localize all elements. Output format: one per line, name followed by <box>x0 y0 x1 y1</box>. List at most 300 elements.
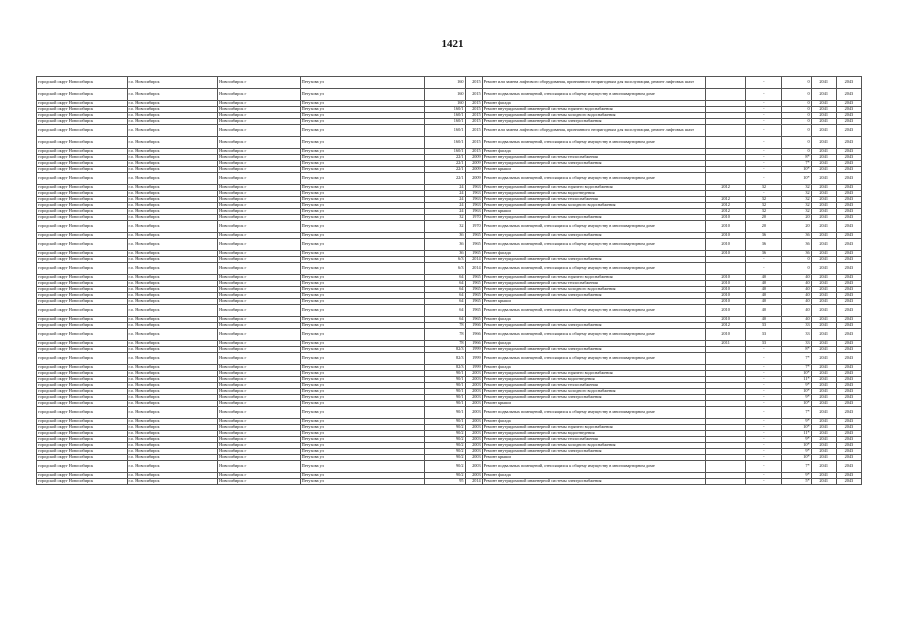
plan-start-cell: 2041 <box>811 419 836 425</box>
table-row <box>37 77 862 89</box>
plan-end-cell: 2043 <box>836 77 861 89</box>
district-cell: г.о. Новосибирск <box>127 185 218 191</box>
street-cell: Петухова ул <box>300 347 425 353</box>
plan-end-cell: 2043 <box>836 119 861 125</box>
city-cell: Новосибирск г <box>218 281 301 287</box>
years-since-repair-cell: 40 <box>746 299 782 305</box>
municipality-cell: городской округ Новосибирск <box>37 221 128 233</box>
house-number-cell: 78 <box>425 341 465 347</box>
plan-start-cell: 2041 <box>811 119 836 125</box>
street-cell: Петухова ул <box>300 101 425 107</box>
wear-cell: 20 <box>782 215 811 221</box>
wear-cell: 9* <box>782 449 811 455</box>
street-cell: Петухова ул <box>300 197 425 203</box>
street-cell: Петухова ул <box>300 119 425 125</box>
district-cell: г.о. Новосибирск <box>127 431 218 437</box>
district-cell: г.о. Новосибирск <box>127 293 218 299</box>
last-repair-year-cell <box>706 173 746 185</box>
year-built-cell: 1970 <box>465 215 482 221</box>
municipality-cell: городской округ Новосибирск <box>37 281 128 287</box>
wear-cell: 10* <box>782 389 811 395</box>
year-built-cell: 1965 <box>465 233 482 239</box>
street-cell: Петухова ул <box>300 113 425 119</box>
plan-end-cell: 2043 <box>836 251 861 257</box>
plan-start-cell: 2041 <box>811 353 836 365</box>
years-since-repair-cell: - <box>746 119 782 125</box>
plan-start-cell: 2041 <box>811 77 836 89</box>
work-type-cell: Ремонт внутридомовой инженерной системы электроснабжения <box>482 119 705 125</box>
work-type-cell: Ремонт внутридомовой инженерной системы электроснабжения <box>482 449 705 455</box>
district-cell: г.о. Новосибирск <box>127 149 218 155</box>
wear-cell: 7* <box>782 461 811 473</box>
city-cell: Новосибирск г <box>218 119 301 125</box>
years-since-repair-cell: - <box>746 137 782 149</box>
city-cell: Новосибирск г <box>218 299 301 305</box>
wear-cell: 33 <box>782 329 811 341</box>
house-number-cell: 90/1 <box>425 395 465 401</box>
house-number-cell: 160/1 <box>425 107 465 113</box>
district-cell: г.о. Новосибирск <box>127 155 218 161</box>
plan-start-cell: 2041 <box>811 167 836 173</box>
work-type-cell: Ремонт или замена лифтового оборудования, признанного непригодным для эксплуатации, ремонт лифтовых шахт <box>482 77 705 89</box>
plan-start-cell: 2041 <box>811 155 836 161</box>
municipality-cell: городской округ Новосибирск <box>37 365 128 371</box>
work-type-cell: Ремонт подвальных помещений, относящихся к общему имуществу в многоквартирном доме <box>482 407 705 419</box>
street-cell: Петухова ул <box>300 383 425 389</box>
plan-start-cell: 2041 <box>811 257 836 263</box>
plan-end-cell: 2043 <box>836 167 861 173</box>
street-cell: Петухова ул <box>300 455 425 461</box>
years-since-repair-cell: - <box>746 443 782 449</box>
city-cell: Новосибирск г <box>218 425 301 431</box>
city-cell: Новосибирск г <box>218 323 301 329</box>
district-cell: г.о. Новосибирск <box>127 167 218 173</box>
plan-end-cell: 2043 <box>836 89 861 101</box>
wear-cell: 0 <box>782 137 811 149</box>
year-built-cell: 1999 <box>465 365 482 371</box>
wear-cell: 36 <box>782 233 811 239</box>
work-type-cell: Ремонт внутридомовой инженерной системы электроснабжения <box>482 323 705 329</box>
house-number-cell: 24 <box>425 203 465 209</box>
city-cell: Новосибирск г <box>218 275 301 281</box>
years-since-repair-cell: 40 <box>746 287 782 293</box>
municipality-cell: городской округ Новосибирск <box>37 77 128 89</box>
year-built-cell: 1965 <box>465 299 482 305</box>
city-cell: Новосибирск г <box>218 461 301 473</box>
plan-end-cell: 2043 <box>836 107 861 113</box>
year-built-cell: 2003 <box>465 425 482 431</box>
wear-cell: 9* <box>782 437 811 443</box>
house-number-cell: 90/1 <box>425 419 465 425</box>
district-cell: г.о. Новосибирск <box>127 341 218 347</box>
municipality-cell: городской округ Новосибирск <box>37 371 128 377</box>
years-since-repair-cell: - <box>746 407 782 419</box>
district-cell: г.о. Новосибирск <box>127 239 218 251</box>
house-number-cell: 90/2 <box>425 437 465 443</box>
plan-start-cell: 2041 <box>811 401 836 407</box>
last-repair-year-cell: 2012 <box>706 185 746 191</box>
street-cell: Петухова ул <box>300 275 425 281</box>
city-cell: Новосибирск г <box>218 347 301 353</box>
street-cell: Петухова ул <box>300 431 425 437</box>
municipality-cell: городской округ Новосибирск <box>37 239 128 251</box>
city-cell: Новосибирск г <box>218 203 301 209</box>
plan-end-cell: 2043 <box>836 233 861 239</box>
district-cell: г.о. Новосибирск <box>127 101 218 107</box>
street-cell: Петухова ул <box>300 443 425 449</box>
district-cell: г.о. Новосибирск <box>127 455 218 461</box>
house-number-cell: 64 <box>425 287 465 293</box>
years-since-repair-cell: - <box>746 149 782 155</box>
house-number-cell: 160/1 <box>425 149 465 155</box>
work-type-cell: Ремонт внутридомовой инженерной системы холодного водоснабжения <box>482 203 705 209</box>
work-type-cell: Ремонт подвальных помещений, относящихся к общему имуществу в многоквартирном доме <box>482 221 705 233</box>
plan-end-cell: 2043 <box>836 275 861 281</box>
municipality-cell: городской округ Новосибирск <box>37 455 128 461</box>
wear-cell: 32 <box>782 191 811 197</box>
years-since-repair-cell: 40 <box>746 305 782 317</box>
district-cell: г.о. Новосибирск <box>127 461 218 473</box>
plan-start-cell: 2041 <box>811 113 836 119</box>
year-built-cell: 1963 <box>465 203 482 209</box>
work-type-cell: Ремонт внутридомовой инженерной системы холодного водоснабжения <box>482 389 705 395</box>
plan-start-cell: 2041 <box>811 89 836 101</box>
year-built-cell: 2015 <box>465 113 482 119</box>
year-built-cell: 2009 <box>465 167 482 173</box>
years-since-repair-cell: - <box>746 371 782 377</box>
table-row <box>37 353 862 365</box>
year-built-cell: 2003 <box>465 473 482 479</box>
last-repair-year-cell: 2012 <box>706 323 746 329</box>
municipality-cell: городской округ Новосибирск <box>37 407 128 419</box>
municipality-cell: городской округ Новосибирск <box>37 389 128 395</box>
work-type-cell: Ремонт крыши <box>482 209 705 215</box>
work-type-cell: Ремонт подвальных помещений, относящихся к общему имуществу в многоквартирном доме <box>482 137 705 149</box>
last-repair-year-cell: 2010 <box>706 281 746 287</box>
municipality-cell: городской округ Новосибирск <box>37 161 128 167</box>
municipality-cell: городской округ Новосибирск <box>37 287 128 293</box>
street-cell: Петухова ул <box>300 407 425 419</box>
municipality-cell: городской округ Новосибирск <box>37 305 128 317</box>
plan-start-cell: 2041 <box>811 161 836 167</box>
plan-start-cell: 2041 <box>811 431 836 437</box>
plan-start-cell: 2041 <box>811 101 836 107</box>
work-type-cell: Ремонт фасада <box>482 251 705 257</box>
work-type-cell: Ремонт внутридомовой инженерной системы горячего водоснабжения <box>482 425 705 431</box>
house-number-cell: 36 <box>425 239 465 251</box>
district-cell: г.о. Новосибирск <box>127 161 218 167</box>
city-cell: Новосибирск г <box>218 329 301 341</box>
plan-start-cell: 2041 <box>811 317 836 323</box>
work-type-cell: Ремонт внутридомовой инженерной системы холодного водоснабжения <box>482 287 705 293</box>
city-cell: Новосибирск г <box>218 155 301 161</box>
house-number-cell: 36 <box>425 233 465 239</box>
street-cell: Петухова ул <box>300 155 425 161</box>
years-since-repair-cell: - <box>746 365 782 371</box>
plan-start-cell: 2041 <box>811 383 836 389</box>
year-built-cell: 2003 <box>465 455 482 461</box>
house-number-cell: 64 <box>425 281 465 287</box>
years-since-repair-cell: - <box>746 263 782 275</box>
city-cell: Новосибирск г <box>218 449 301 455</box>
plan-end-cell: 2043 <box>836 287 861 293</box>
years-since-repair-cell: - <box>746 389 782 395</box>
plan-end-cell: 2043 <box>836 455 861 461</box>
municipality-cell: городской округ Новосибирск <box>37 263 128 275</box>
work-type-cell: Ремонт подвальных помещений, относящихся к общему имуществу в многоквартирном доме <box>482 89 705 101</box>
city-cell: Новосибирск г <box>218 251 301 257</box>
plan-start-cell: 2041 <box>811 239 836 251</box>
years-since-repair-cell: - <box>746 425 782 431</box>
city-cell: Новосибирск г <box>218 197 301 203</box>
city-cell: Новосибирск г <box>218 389 301 395</box>
street-cell: Петухова ул <box>300 419 425 425</box>
work-type-cell: Ремонт внутридомовой инженерной системы водоотведения <box>482 191 705 197</box>
house-number-cell: 90/1 <box>425 371 465 377</box>
year-built-cell: 2009 <box>465 155 482 161</box>
district-cell: г.о. Новосибирск <box>127 329 218 341</box>
last-repair-year-cell: 2010 <box>706 251 746 257</box>
years-since-repair-cell: - <box>746 107 782 113</box>
district-cell: г.о. Новосибирск <box>127 371 218 377</box>
wear-cell: 10* <box>782 167 811 173</box>
plan-start-cell: 2041 <box>811 149 836 155</box>
plan-end-cell: 2043 <box>836 299 861 305</box>
city-cell: Новосибирск г <box>218 317 301 323</box>
year-built-cell: 2003 <box>465 389 482 395</box>
street-cell: Петухова ул <box>300 287 425 293</box>
table-row <box>37 173 862 185</box>
year-built-cell: 1966 <box>465 329 482 341</box>
last-repair-year-cell: 2012 <box>706 209 746 215</box>
city-cell: Новосибирск г <box>218 173 301 185</box>
house-number-cell: 82/3 <box>425 353 465 365</box>
wear-cell: 10* <box>782 455 811 461</box>
house-number-cell: 24 <box>425 185 465 191</box>
wear-cell: 7* <box>782 353 811 365</box>
city-cell: Новосибирск г <box>218 401 301 407</box>
municipality-cell: городской округ Новосибирск <box>37 473 128 479</box>
work-type-cell: Ремонт крыши <box>482 299 705 305</box>
plan-end-cell: 2043 <box>836 461 861 473</box>
plan-start-cell: 2041 <box>811 173 836 185</box>
municipality-cell: городской округ Новосибирск <box>37 275 128 281</box>
plan-end-cell: 2043 <box>836 293 861 299</box>
house-number-cell: 90/2 <box>425 461 465 473</box>
wear-cell: 0 <box>782 119 811 125</box>
city-cell: Новосибирск г <box>218 419 301 425</box>
house-number-cell: 82/3 <box>425 365 465 371</box>
years-since-repair-cell: - <box>746 347 782 353</box>
years-since-repair-cell: 40 <box>746 317 782 323</box>
plan-end-cell: 2043 <box>836 197 861 203</box>
work-type-cell: Ремонт подвальных помещений, относящихся к общему имуществу в многоквартирном доме <box>482 305 705 317</box>
city-cell: Новосибирск г <box>218 443 301 449</box>
city-cell: Новосибирск г <box>218 365 301 371</box>
district-cell: г.о. Новосибирск <box>127 89 218 101</box>
city-cell: Новосибирск г <box>218 89 301 101</box>
city-cell: Новосибирск г <box>218 137 301 149</box>
street-cell: Петухова ул <box>300 209 425 215</box>
district-cell: г.о. Новосибирск <box>127 113 218 119</box>
work-type-cell: Ремонт внутридомовой инженерной системы электроснабжения <box>482 215 705 221</box>
wear-cell: 11* <box>782 431 811 437</box>
year-built-cell: 2015 <box>465 149 482 155</box>
street-cell: Петухова ул <box>300 461 425 473</box>
district-cell: г.о. Новосибирск <box>127 479 218 485</box>
street-cell: Петухова ул <box>300 323 425 329</box>
plan-start-cell: 2041 <box>811 437 836 443</box>
municipality-cell: городской округ Новосибирск <box>37 341 128 347</box>
plan-end-cell: 2043 <box>836 377 861 383</box>
plan-end-cell: 2043 <box>836 113 861 119</box>
wear-cell: 9* <box>782 473 811 479</box>
year-built-cell: 1963 <box>465 191 482 197</box>
house-number-cell: 22/1 <box>425 155 465 161</box>
years-since-repair-cell: - <box>746 431 782 437</box>
city-cell: Новосибирск г <box>218 263 301 275</box>
street-cell: Петухова ул <box>300 251 425 257</box>
district-cell: г.о. Новосибирск <box>127 215 218 221</box>
last-repair-year-cell: 2011 <box>706 341 746 347</box>
street-cell: Петухова ул <box>300 437 425 443</box>
year-built-cell: 2009 <box>465 161 482 167</box>
work-type-cell: Ремонт фасада <box>482 317 705 323</box>
street-cell: Петухова ул <box>300 173 425 185</box>
city-cell: Новосибирск г <box>218 371 301 377</box>
district-cell: г.о. Новосибирск <box>127 107 218 113</box>
street-cell: Петухова ул <box>300 479 425 485</box>
street-cell: Петухова ул <box>300 365 425 371</box>
year-built-cell: 2015 <box>465 137 482 149</box>
district-cell: г.о. Новосибирск <box>127 473 218 479</box>
last-repair-year-cell: 2012 <box>706 203 746 209</box>
plan-end-cell: 2043 <box>836 395 861 401</box>
street-cell: Петухова ул <box>300 329 425 341</box>
city-cell: Новосибирск г <box>218 437 301 443</box>
years-since-repair-cell: 40 <box>746 275 782 281</box>
house-number-cell: 90/2 <box>425 473 465 479</box>
wear-cell: 20 <box>782 221 811 233</box>
municipality-cell: городской округ Новосибирск <box>37 203 128 209</box>
wear-cell: 32 <box>782 209 811 215</box>
plan-start-cell: 2041 <box>811 389 836 395</box>
house-number-cell: 64 <box>425 293 465 299</box>
work-type-cell: Ремонт внутридомовой инженерной системы теплоснабжения <box>482 281 705 287</box>
year-built-cell: 1966 <box>465 341 482 347</box>
wear-cell: 9* <box>782 419 811 425</box>
year-built-cell: 1965 <box>465 293 482 299</box>
last-repair-year-cell: 2010 <box>706 287 746 293</box>
street-cell: Петухова ул <box>300 257 425 263</box>
plan-end-cell: 2043 <box>836 215 861 221</box>
plan-end-cell: 2043 <box>836 443 861 449</box>
city-cell: Новосибирск г <box>218 233 301 239</box>
table-row <box>37 461 862 473</box>
district-cell: г.о. Новосибирск <box>127 203 218 209</box>
wear-cell: 0 <box>782 257 811 263</box>
plan-end-cell: 2043 <box>836 317 861 323</box>
work-type-cell: Ремонт внутридомовой инженерной системы водоотведения <box>482 377 705 383</box>
year-built-cell: 2015 <box>465 119 482 125</box>
years-since-repair-cell: 40 <box>746 281 782 287</box>
house-number-cell: 160/1 <box>425 119 465 125</box>
wear-cell: 7* <box>782 365 811 371</box>
district-cell: г.о. Новосибирск <box>127 425 218 431</box>
district-cell: г.о. Новосибирск <box>127 365 218 371</box>
wear-cell: 0 <box>782 125 811 137</box>
year-built-cell: 2009 <box>465 173 482 185</box>
municipality-cell: городской округ Новосибирск <box>37 107 128 113</box>
plan-end-cell: 2043 <box>836 101 861 107</box>
plan-start-cell: 2041 <box>811 275 836 281</box>
work-type-cell: Ремонт фасада <box>482 419 705 425</box>
years-since-repair-cell: - <box>746 479 782 485</box>
house-number-cell: 32 <box>425 221 465 233</box>
district-cell: г.о. Новосибирск <box>127 449 218 455</box>
table-row <box>37 479 862 485</box>
plan-start-cell: 2041 <box>811 461 836 473</box>
house-number-cell: 22/1 <box>425 167 465 173</box>
city-cell: Новосибирск г <box>218 191 301 197</box>
house-number-cell: 90/2 <box>425 449 465 455</box>
years-since-repair-cell: - <box>746 257 782 263</box>
plan-start-cell: 2041 <box>811 203 836 209</box>
city-cell: Новосибирск г <box>218 167 301 173</box>
municipality-cell: городской округ Новосибирск <box>37 401 128 407</box>
years-since-repair-cell: 36 <box>746 233 782 239</box>
district-cell: г.о. Новосибирск <box>127 281 218 287</box>
last-repair-year-cell: 2010 <box>706 305 746 317</box>
wear-cell: 0 <box>782 89 811 101</box>
plan-start-cell: 2041 <box>811 425 836 431</box>
plan-start-cell: 2041 <box>811 215 836 221</box>
house-number-cell: 82/3 <box>425 347 465 353</box>
plan-start-cell: 2041 <box>811 251 836 257</box>
years-since-repair-cell: 32 <box>746 185 782 191</box>
city-cell: Новосибирск г <box>218 353 301 365</box>
house-number-cell: 95 <box>425 479 465 485</box>
plan-start-cell: 2041 <box>811 137 836 149</box>
house-number-cell: 24 <box>425 209 465 215</box>
municipality-cell: городской округ Новосибирск <box>37 293 128 299</box>
street-cell: Петухова ул <box>300 473 425 479</box>
years-since-repair-cell: - <box>746 161 782 167</box>
district-cell: г.о. Новосибирск <box>127 173 218 185</box>
plan-end-cell: 2043 <box>836 371 861 377</box>
year-built-cell: 1965 <box>465 281 482 287</box>
plan-start-cell: 2041 <box>811 395 836 401</box>
table-row <box>37 263 862 275</box>
city-cell: Новосибирск г <box>218 287 301 293</box>
street-cell: Петухова ул <box>300 401 425 407</box>
work-type-cell: Ремонт внутридомовой инженерной системы электроснабжения <box>482 293 705 299</box>
house-number-cell: 22/1 <box>425 161 465 167</box>
district-cell: г.о. Новосибирск <box>127 383 218 389</box>
district-cell: г.о. Новосибирск <box>127 233 218 239</box>
year-built-cell: 2015 <box>465 77 482 89</box>
house-number-cell: 32 <box>425 215 465 221</box>
work-type-cell: Ремонт крыши <box>482 401 705 407</box>
house-number-cell: 64 <box>425 275 465 281</box>
last-repair-year-cell <box>706 461 746 473</box>
work-type-cell: Ремонт внутридомовой инженерной системы теплоснабжения <box>482 383 705 389</box>
years-since-repair-cell: - <box>746 473 782 479</box>
work-type-cell: Ремонт подвальных помещений, относящихся к общему имуществу в многоквартирном доме <box>482 329 705 341</box>
plan-start-cell: 2041 <box>811 185 836 191</box>
house-number-cell: 160/1 <box>425 137 465 149</box>
plan-end-cell: 2043 <box>836 479 861 485</box>
